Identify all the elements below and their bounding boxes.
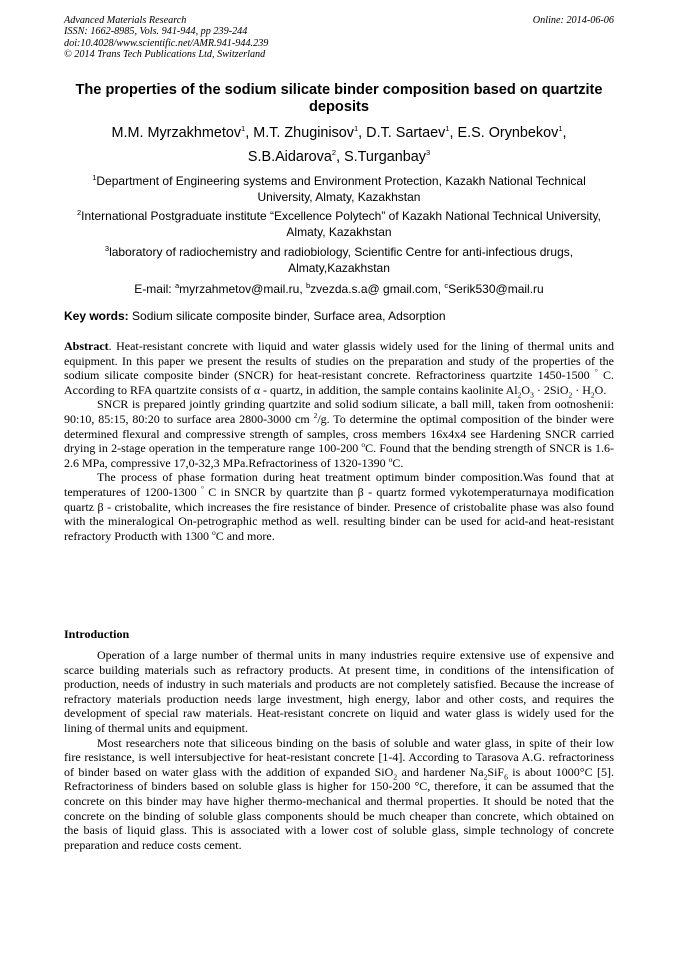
email-line: E-mail: $^a$myrzahmetov@mail.ru, $^b$zvezda.s.a@ gmail.com, $^c$Serik530@mail.ru — [134, 281, 544, 296]
abstract-label: Abstract — [64, 339, 109, 353]
author-aff: 2 — [331, 148, 337, 158]
email-c: Serik530@mail.ru — [448, 282, 544, 296]
journal-header — [64, 15, 268, 61]
abstract-paragraph-1: Abstract. Heat-resistant concrete with liquid and water glassis widely used for the lining of thermal units and equipment. In this paper we present the results of studies on the preparation and study of the properties of the sodium silicate composite binder (SNCR) for heat-resistant concrete. Refractoriness quartzite 1450-1500 ° C. According to RFA quartzite consists of α - quartz, in addition, the sample contains kaolinite $Al_2O_3 \cdot 2SiO_2 \cdot H_2O$. — [64, 339, 614, 400]
intro-paragraph-2: Most researchers note that siliceous binding on the basis of soluble and water glass, in spite of their low fire resistance, is well intersubjective for heat-resistant concrete [1-4]. According to Tarasova A.G. refractoriness of binder based on water glass with the addition of expanded SiO$_2$ and hardener $Na_2SiF_6$ is about 1000°C [5]. Refractoriness of binders based on soluble glass is higher for 150-200 °C, therefore, it can be assumed that the concrete on this binder may have higher thermo-mechanical and thermal properties. It should be noted that the concrete on the binding of soluble glass components should be much cheaper than concrete, which obtained on the basis of liquid glass. This is associated with a lower cost of soluble glass, simple technology of concrete preparation and reduce costs cement. — [64, 735, 614, 852]
abstract — [64, 339, 614, 543]
author-aff: 3 — [425, 148, 431, 158]
abstract-paragraph-3: The process of phase formation during heat treatment optimum binder composition.Was found that at temperatures of 1200-1300 ° C in SNCR by quartzite than β - quartz formed vykotemperaturnaya modification quartz β - cristobalite, which increases the fire resistance of binder. Presence of cristobalite phase was also found with the mineralogical On-petrographic method as well. resulting binder can be used for acid-and heat-resistant refractory Producth with 1300 $^o$C and more. — [64, 470, 614, 543]
keywords-text: Sodium silicate composite binder, Surface area, Adsorption — [128, 309, 446, 323]
issn: ISSN: 1662-8985, Vols. 941-944, pp 239-244 — [64, 26, 248, 38]
author-aff: 1 — [241, 124, 246, 134]
author-name: S.B.Aidarova — [247, 149, 332, 165]
doi: doi:10.4028/www.scientific.net/AMR.941-944.239 — [64, 37, 269, 49]
author-name: S.Turganbay — [344, 149, 426, 165]
paper-title: The properties of the sodium silicate binder composition based on quartzite deposits — [75, 82, 603, 115]
intro-paragraph-1: Operation of a large number of thermal units in many industries require extensive use of expensive and scarce building materials such as refractory products. At present time, in conditions of the intensification of production, needs of industry in such materials and products are not completely satisfied. Because the increase of refractory materials production needs large investment, high energy, labor and other costs, and requires the development of special raw materials. Heat-resistant concrete on liquid and water glass is widely used for the lining of thermal units and equipment. — [64, 648, 614, 735]
author-aff: 1 — [558, 124, 563, 134]
journal-name: Advanced Materials Research — [64, 15, 187, 26]
author-name: D.T. Sartaev — [366, 125, 446, 141]
copyright: © 2014 Trans Tech Publications Ltd, Switzerland — [64, 49, 266, 61]
email-b: zvezda.s.a@ gmail.com, — [310, 282, 445, 296]
online-date: Online: 2014-06-06 — [532, 15, 614, 26]
section-heading-introduction: Introduction — [64, 627, 130, 641]
author-aff: 1 — [354, 124, 359, 134]
author-name: M.T. Zhuginisov — [253, 125, 354, 141]
abstract-paragraph-2: SNCR is prepared jointly grinding quartzite and solid sodium silicate, a ball mill, taken from ootnoshenii: 90:10, 85:15, 80:20 to surface area 2800-3000 cm $^2$/g. To determine the optimal composition of the binder were determined flexural and compressive strength of samples, cross members 16x4x4 see Hardening SNCR carried drying in 2-stage operation in the temperature range 100-200 $^o$C. Found that the bending strength of SNCR is 1.6-2.6 MPa, compressive 17,0-32,3 MPa.Refractoriness of 1320-1390 $^o$C. — [64, 397, 614, 470]
keywords-label: Key words: — [64, 309, 129, 323]
author-name: E.S. Orynbekov — [457, 125, 559, 141]
email-a: myrzahmetov@mail.ru, — [179, 282, 306, 296]
keywords — [64, 309, 614, 324]
introduction-body — [64, 648, 614, 852]
author-aff: 1 — [445, 124, 450, 134]
affiliation-2: $^2$International Postgraduate institute “Excellence Polytech” of Kazakh National Technical University, Almaty, Kazakhstan — [76, 208, 601, 239]
author-name: M.M. Myrzakhmetov — [111, 125, 242, 141]
affiliation-1: $^1$Department of Engineering systems and Environment Protection, Kazakh National Technical University, Almaty, Kazakhstan — [92, 173, 586, 204]
author-list: M.M. Myrzakhmetov$^1$, M.T. Zhuginisov$^1$, D.T. Sartaev$^1$, E.S. Orynbekov$^1$, S.B.Aidarova$^2$, S.Turganbay$^3$ — [111, 124, 567, 165]
affiliation-3: $^3$laboratory of radiochemistry and radiobiology, Scientific Centre for anti-infectious drugs, Almaty,Kazakhstan — [104, 244, 574, 275]
